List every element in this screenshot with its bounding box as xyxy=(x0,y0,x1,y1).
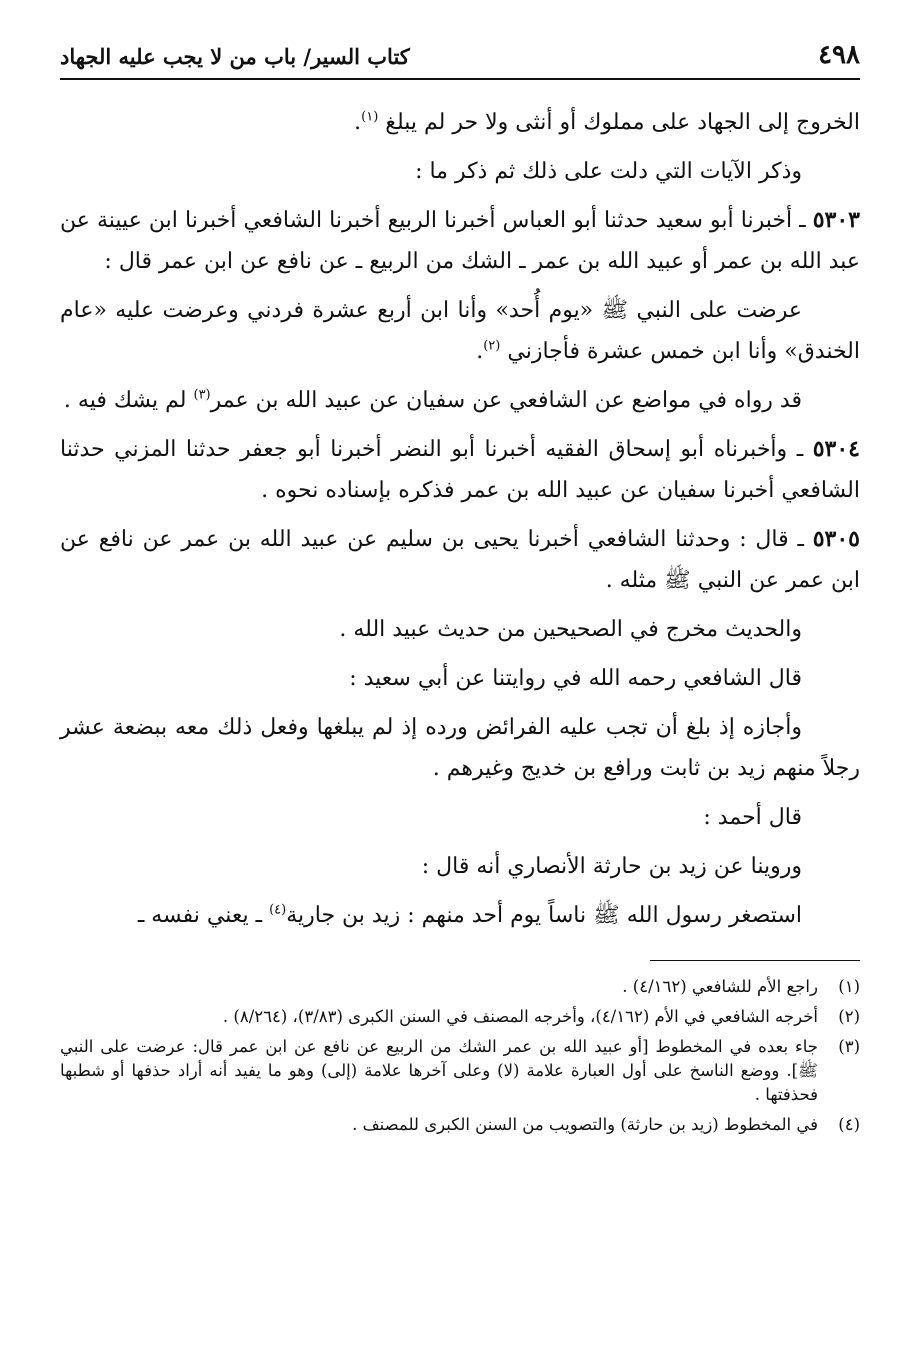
paragraph xyxy=(60,658,860,699)
footnote-number: (١) xyxy=(838,977,860,996)
main-text xyxy=(60,102,860,936)
paragraph xyxy=(60,151,860,192)
hadith-paragraph xyxy=(60,519,860,601)
footnote xyxy=(60,1005,860,1029)
paragraph xyxy=(60,609,860,650)
running-title: كتاب السير/ باب من لا يجب عليه الجهاد xyxy=(60,44,410,69)
page-number: ٤٩٨ xyxy=(818,40,860,70)
footnote xyxy=(60,1113,860,1137)
book-page xyxy=(60,28,860,1328)
footnote-ref: (٢) xyxy=(483,338,501,354)
footnote-ref: (١) xyxy=(361,109,379,125)
paragraph-text: عرضت على النبي ﷺ «يوم أُحد» وأنا ابن أربع عشرة فردني وعرضت عليه «عام الخندق» وأنا ابن خمس عشرة فأجازني xyxy=(60,298,860,364)
footnote xyxy=(60,975,860,999)
paragraph-text: استصغر رسول الله ﷺ ناساً يوم أحد منهم : زيد بن جارية xyxy=(286,903,802,928)
footnote-ref: (٣) xyxy=(193,387,211,403)
paragraph-text: وأجازه إذ بلغ أن تجب عليه الفرائض ورده إذ لم يبلغها وفعل ذلك معه ببضعة عشر رجلاً منهم زيد بن ثابت ورافع بن خديج وغيرهم . xyxy=(60,715,860,781)
paragraph-text: الخروج إلى الجهاد على مملوك أو أنثى ولا حر لم يبلغ xyxy=(385,110,860,135)
paragraph-text: وروينا عن زيد بن حارثة الأنصاري أنه قال : xyxy=(421,854,802,879)
paragraph-text: والحديث مخرج في الصحيحين من حديث عبيد الله . xyxy=(339,617,802,642)
footnote-text: أخرجه الشافعي في الأم (٤/١٦٢)، وأخرجه المصنف في السنن الكبرى (٣/٨٣)، (٨/٢٦٤) . xyxy=(222,1007,818,1026)
paragraph-text: ـ قال : وحدثنا الشافعي أخبرنا يحيى بن سليم عن عبيد الله بن عمر عن نافع عن ابن عمر عن النبي ﷺ مثله . xyxy=(60,527,860,593)
footnotes xyxy=(60,975,860,1137)
footnote-text: جاء بعده في المخطوط [أو عبيد الله بن عمر الشك من الربيع عن نافع عن ابن عمر قال: عرضت على النبي ﷺ]. ووضع الناسخ على أول العبارة علامة (لا) وعلى آخرها علامة (إلى) وهو ما يفيد أنه أراد حذفها أو شطبها فحذفتها . xyxy=(60,1037,818,1104)
paragraph-text: ـ وأخبرناه أبو إسحاق الفقيه أخبرنا أبو النضر أخبرنا أبو جعفر حدثنا المزني حدثنا الشافعي أخبرنا سفيان عن عبيد الله بن عمر فذكره بإسناده نحوه . xyxy=(60,437,860,503)
hadith-paragraph xyxy=(60,200,860,282)
paragraph xyxy=(60,846,860,887)
footnote xyxy=(60,1035,860,1107)
paragraph xyxy=(60,102,860,143)
footnote-text: في المخطوط (زيد بن حارثة) والتصويب من السنن الكبرى للمصنف . xyxy=(352,1115,818,1134)
paragraph xyxy=(60,707,860,789)
paragraph-text: ـ أخبرنا أبو سعيد حدثنا أبو العباس أخبرنا الربيع أخبرنا الشافعي أخبرنا ابن عيينة عن عبد الله بن عمر أو عبيد الله بن عمر ـ الشك من الربيع ـ عن نافع عن ابن عمر قال : xyxy=(60,208,860,274)
hadith-number: ٥٣٠٤ xyxy=(812,436,860,462)
hadith-number: ٥٣٠٣ xyxy=(812,207,860,233)
paragraph-text: ـ يعني نفسه ـ xyxy=(137,903,263,928)
footnote-number: (٢) xyxy=(838,1007,860,1026)
paragraph xyxy=(60,797,860,838)
paragraph-text: قال أحمد : xyxy=(703,805,802,830)
paragraph-text: قد رواه في مواضع عن الشافعي عن سفيان عن عبيد الله بن عمر xyxy=(210,388,802,413)
paragraph-text: وذكر الآيات التي دلت على ذلك ثم ذكر ما : xyxy=(415,159,802,184)
paragraph xyxy=(60,895,860,936)
footnote-divider xyxy=(650,960,860,961)
footnote-text: راجع الأم للشافعي (٤/١٦٢) . xyxy=(622,977,818,996)
paragraph-end: . xyxy=(354,110,362,135)
paragraph xyxy=(60,290,860,372)
paragraph xyxy=(60,380,860,421)
footnote-ref: (٤) xyxy=(269,902,287,918)
paragraph-text: قال الشافعي رحمه الله في روايتنا عن أبي سعيد : xyxy=(349,666,802,691)
footnote-number: (٤) xyxy=(838,1115,860,1134)
hadith-paragraph xyxy=(60,429,860,511)
page-header xyxy=(60,28,860,80)
paragraph-end: . xyxy=(476,339,484,364)
hadith-number: ٥٣٠٥ xyxy=(812,526,860,552)
paragraph-text: لم يشك فيه . xyxy=(63,388,187,413)
footnote-number: (٣) xyxy=(838,1037,860,1056)
